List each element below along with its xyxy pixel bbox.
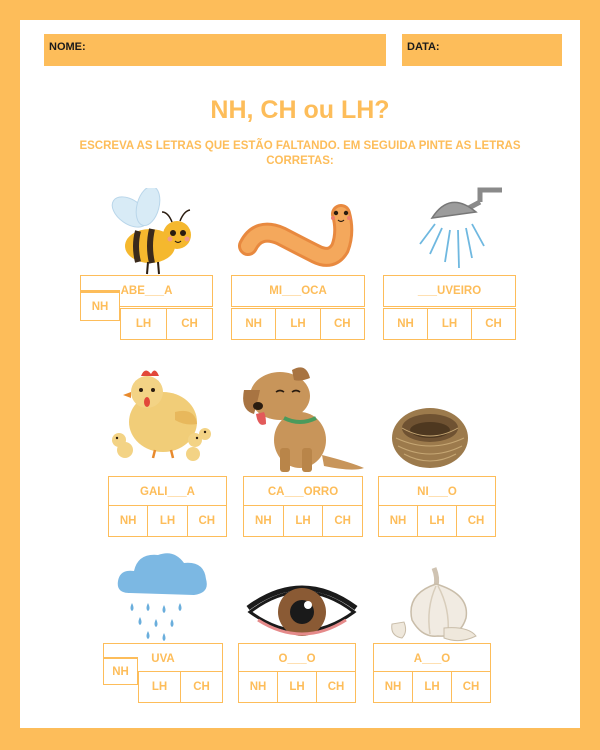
nest-illustration: [390, 398, 470, 470]
hen-with-chicks-illustration: [105, 362, 225, 467]
eye-illustration: [244, 578, 360, 648]
stray-option-nh[interactable]: NH: [103, 658, 138, 685]
shower-illustration: [410, 182, 510, 277]
worksheet-title: NH, CH ou LH?: [210, 96, 390, 124]
option-ch[interactable]: CH: [451, 672, 490, 702]
option-nh[interactable]: NH: [255, 515, 272, 527]
word-box-shower: ___UVEIRO: [383, 275, 516, 307]
option-ch[interactable]: CH: [320, 309, 364, 339]
word-box-bee: ABE___A: [80, 275, 213, 307]
option-nh[interactable]: NH: [389, 515, 407, 527]
date-field[interactable]: [402, 34, 562, 66]
rain-cloud-illustration: [112, 545, 212, 645]
date-label: DATA:: [407, 41, 440, 53]
dog-illustration: [240, 360, 370, 475]
option-ch[interactable]: CH: [322, 506, 362, 536]
option-nh[interactable]: NH: [249, 681, 267, 693]
option-ch[interactable]: CH: [187, 506, 226, 536]
option-lh[interactable]: LH: [412, 672, 451, 702]
options-nest: [378, 505, 496, 537]
option-ch[interactable]: CH: [316, 672, 355, 702]
options-hen: [108, 505, 227, 537]
word-box-eye: O___O: [238, 643, 356, 675]
worm-illustration: [236, 196, 366, 276]
options-shower: [383, 308, 516, 340]
option-lh[interactable]: LH: [151, 681, 168, 693]
option-nh[interactable]: NH: [384, 681, 402, 693]
option-lh[interactable]: LH: [147, 506, 186, 536]
option-ch[interactable]: CH: [180, 672, 222, 702]
word-box-nest: NI___O: [378, 476, 496, 508]
options-garlic: [373, 671, 491, 703]
garlic-illustration: [386, 564, 486, 644]
options-cloud: [138, 671, 223, 703]
instructions: ESCREVA AS LETRAS QUE ESTÃO FALTANDO. EM SEGUIDA PINTE AS LETRAS CORRETAS:: [79, 140, 521, 167]
name-field[interactable]: [44, 34, 386, 66]
options-bee: [120, 308, 213, 340]
bee-illustration: [100, 188, 200, 278]
option-lh[interactable]: LH: [275, 309, 319, 339]
word-box-dog: CA___ORRO: [243, 476, 363, 508]
options-dog: [243, 505, 363, 537]
options-worm: [231, 308, 365, 340]
word-box-hen: GALI___A: [108, 476, 227, 508]
option-nh[interactable]: NH: [119, 515, 137, 527]
option-lh[interactable]: LH: [277, 672, 316, 702]
options-eye: [238, 671, 356, 703]
word-box-worm: MI___OCA: [231, 275, 365, 307]
option-ch[interactable]: CH: [166, 309, 212, 339]
option-lh[interactable]: LH: [427, 309, 471, 339]
option-lh[interactable]: LH: [417, 506, 456, 536]
option-lh[interactable]: LH: [135, 318, 152, 330]
option-nh[interactable]: NH: [397, 318, 414, 330]
word-box-garlic: A___O: [373, 643, 491, 675]
word-box-cloud: UVA: [103, 643, 223, 675]
option-nh[interactable]: NH: [245, 318, 262, 330]
name-label: NOME:: [49, 41, 86, 53]
option-lh[interactable]: LH: [283, 506, 323, 536]
option-ch[interactable]: CH: [471, 309, 515, 339]
option-ch[interactable]: CH: [456, 506, 495, 536]
stray-option-nh[interactable]: NH: [80, 292, 120, 321]
